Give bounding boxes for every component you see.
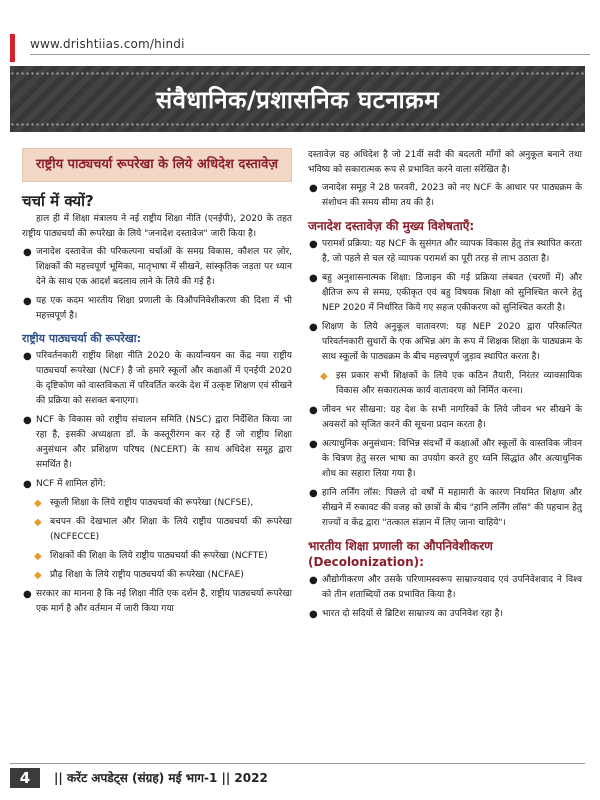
bullet-icon: ● [309,609,318,620]
bullet-icon: ● [23,351,32,362]
bullet-icon: ● [23,415,32,426]
features-list-2 [308,403,582,531]
decolonization-list [308,573,582,622]
features-heading: जनादेश दस्तावेज़ की मुख्य विशेषताएँ: [308,219,475,233]
list-item: ● अत्याधुनिक अनुसंधान: विभिन्न संदर्भों में कक्षाओं और स्कूलों के वास्तविक जीवन के चित्रण हेतु सरल भाषा का उपयोग करते हुए ध्वनि सिद्धांत और अत्याधुनिक शोध का सहारा लिया गया है। [309,439,582,479]
banner-dots-top [10,72,585,75]
ncf-list [22,349,292,492]
bullet-icon: ● [23,589,32,600]
list-item: ● NCF में शामिल होंगे: [23,479,106,490]
list-item: ● औद्योगीकरण और उसके परिणामस्वरूप साम्राज्यवाद एवं उपनिवेशवाद ने विश्व को तीन शताब्दियों तक प्रभावित किया है। [309,575,582,600]
bullet-icon: ● [309,439,318,450]
list-item: ● परामर्श प्रक्रिया: यह NCF के सुसंगत और व्यापक विकास हेतु तंत्र स्थापित करता है, जो पहले से चल रहे व्यापक परामर्श का पूरी तरह से लाभ उठाता है। [309,239,582,264]
bullet-icon: ● [309,488,318,499]
why-heading: चर्चा में क्यों? [22,192,94,210]
features-list [308,237,582,365]
list-item: ● भारत दो सदियों से ब्रिटिश साम्राज्य का उपनिवेश रहा है। [309,609,503,620]
ncf-sub-list [22,496,292,583]
list-item: ● जीवन भर सीखना: यह देश के सभी नागरिकों के लिये जीवन भर सीखने के अवसरों को सृजित करने की सूचना प्रदान करता है। [309,405,582,430]
sub-list-item: ◆ इस प्रकार सभी शिक्षकों के लिये एक कठिन तैयारी, निरंतर व्यावसायिक विकास और सकारात्मक कार्य वातावरण को निर्मित करना। [320,371,582,396]
list-item: ● हानि लर्निंग लॉस: पिछले दो वर्षों में महामारी के कारण नियमित शिक्षण और सीखने में रुकावट की वजह को छात्रों के बीच "हानि लर्निंग लॉस" की पहचान हेतु राज्यों व केंद्र द्वारा "तत्काल संज्ञान में लिए जाना चाहिये"। [309,488,582,528]
sub-list-item: ◆ स्कूली शिक्षा के लिये राष्ट्रीय पाठ्यचर्या की रूपरेखा (NCFSE), [34,498,254,509]
header-accent-bar [10,34,15,62]
list-item: ● सरकार का मानना है कि नई शिक्षा नीति एक दर्शन है, राष्ट्रीय पाठ्यचर्या रूपरेखा एक मार्ग है और वर्तमान में जारी किया गया [23,589,292,614]
list-item: ● NCF के विकास को राष्ट्रीय संचालन समिति (NSC) द्वारा निर्देशित किया जा रहा है, इसकी अध्यक्षता डॉ. के कस्तूरीरंगन कर रहे हैं जो राष्ट्रीय शिक्षा अनुसंधान और प्रशिक्षण परिषद (NCERT) के साथ अधिदेश समूह द्वारा समर्थित है। [23,415,292,470]
bullet-icon: ● [23,296,32,307]
header-divider [30,54,590,55]
bullet-icon: ● [309,239,318,250]
page-number: 4 [10,768,40,788]
banner-dots-bottom [10,123,585,126]
right-column [308,148,582,626]
diamond-bullet-icon: ◆ [34,551,42,562]
sub-list-item: ◆ प्रौढ़ शिक्षा के लिये राष्ट्रीय पाठ्यचर्या की रूपरेखा (NCFAE) [34,570,244,581]
sub-list-item: ◆ शिक्षकों की शिक्षा के लिये राष्ट्रीय पाठ्यचर्या की रूपरेखा (NCFTE) [34,551,268,562]
topic-title: राष्ट्रीय पाठ्यचर्या रूपरेखा के लिये अधिदेश दस्तावेज़ [22,148,292,182]
diamond-bullet-icon: ◆ [34,517,42,528]
diamond-bullet-icon: ◆ [320,371,328,382]
footer-title: || करेंट अपडेट्स (संग्रह) मई भाग-1 || 2022 [54,771,268,785]
bullet-icon: ● [309,575,318,586]
site-url[interactable]: www.drishtiias.com/hindi [30,37,185,51]
ncf-heading: राष्ट्रीय पाठ्यचर्या की रूपरेखा: [22,332,142,345]
list-item: ● बहु अनुशासनात्मक शिक्षा: डिजाइन की गई प्रक्रिया लंबवत (चरणों में) और क्षैतिज रूप से समग्र, एकीकृत एवं बहु विषयक शिक्षा को सुनिश्चित करने हेतु NEP 2020 में निर्धारित किये गए सहज एकीकरण को सुनिश्चित करती है। [309,273,582,313]
why-list [22,245,292,324]
page-footer [10,763,585,790]
bullet-icon: ● [309,405,318,416]
bullet-icon: ● [23,247,32,258]
list-item: ● शिक्षण के लिये अनुकूल वातावरण: यह NEP 2020 द्वारा परिकल्पित परिवर्तनकारी सुधारों के एक अभिन्न अंग के रूप में शिक्षक शिक्षा के पाठ्यक्रम के साथ स्कूलों के पाठ्यक्रम के बीच महत्त्वपूर्ण जुड़ाव स्थापित करता है। [309,322,582,362]
intro-paragraph: हाल ही में शिक्षा मंत्रालय ने नई राष्ट्रीय शिक्षा नीति (एनईपी), 2020 के तहत राष्ट्रीय पाठ्यचर्या की रूपरेखा के लिये "जनादेश दस्तावेज" जारी किया है। [22,214,292,239]
decolonization-heading: भारतीय शिक्षा प्रणाली का औपनिवेशीकरण (Decolonization): [308,539,493,569]
section-banner [10,66,585,132]
deadline-list [308,181,582,211]
left-column [22,148,292,621]
bullet-icon: ● [309,322,318,333]
banner-title: संवैधानिक/प्रशासनिक घटनाक्रम [155,85,440,114]
list-item: ● जनादेश दस्तावेज की परिकल्पना चर्चाओं के समग्र विकास, कौशल पर ज़ोर, शिक्षकों की महत्त्वपूर्ण भूमिका, मातृभाषा में सीखने, सांस्कृतिक जड़ता पर ध्यान देने के साथ एक आदर्श बदलाव लाने के लिये की गई है। [23,247,292,287]
bullet-icon: ● [309,183,318,194]
continued-paragraph: दस्तावेज़ वह अधिदेश है जो 21वीं सदी की बदलती माँगों को अनुकूल बनाने तथा भविष्य को सकारात्मक रूप से प्रभावित करने वाला संरेखित है। [308,150,582,175]
list-item: ● परिवर्तनकारी राष्ट्रीय शिक्षा नीति 2020 के कार्यान्वयन का केंद्र नया राष्ट्रीय पाठ्यचर्या रूपरेखा (NCF) है जो हमारे स्कूलों और कक्षाओं में एनईपी 2020 के दृष्टिकोण को वास्तविकता में परिवर्तित करके देश में उत्कृष्ट शिक्षण एवं सीखने की प्रक्रिया को सशक्त बनाएगा। [23,351,292,406]
features-sub-list [308,369,582,399]
list-item: ● जनादेश समूह ने 28 फरवरी, 2023 को नए NCF के आधार पर पाठ्यक्रम के संशोधन की समय सीमा तय की है। [309,183,582,208]
bullet-icon: ● [309,273,318,284]
sub-list-item: ◆ बचपन की देखभाल और शिक्षा के लिये राष्ट्रीय पाठ्यचर्या की रूपरेखा (NCFECCE) [34,517,292,542]
diamond-bullet-icon: ◆ [34,498,42,509]
diamond-bullet-icon: ◆ [34,570,42,581]
bullet-icon: ● [23,479,32,490]
ncf-last-list [22,587,292,617]
list-item: ● यह एक कदम भारतीय शिक्षा प्रणाली के विऔपनिवेशीकरण की दिशा में भी महत्त्वपूर्ण है। [23,296,292,321]
